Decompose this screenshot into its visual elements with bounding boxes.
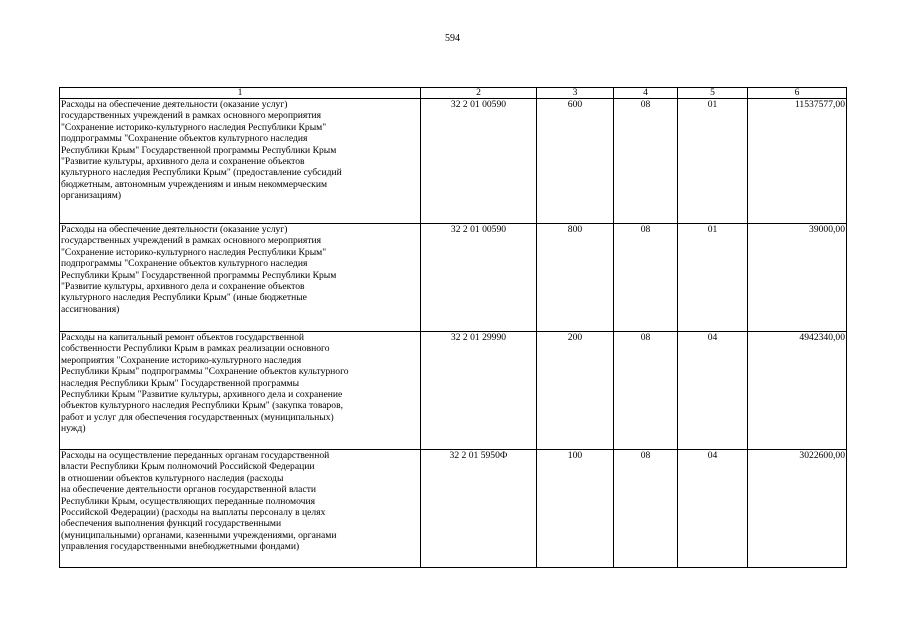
row-description: Расходы на обеспечение деятельности (оказание услуг) государственных учреждений в рамках основного мероприятия "Сохранение историко-культурного наследия Республики Крым" подпрограммы "Сохранение объектов культурного наследия Республики Крым" Государственной программы Республики Крым "Развитие культуры, архивного дела и сохранение объектов культурного наследия Республики Крым" (иные бюджетные ассигнования) [60,224,421,332]
row-subsection: 01 [678,224,748,332]
row-expense-type: 200 [537,332,614,450]
table-header-row [60,88,847,99]
page-number: 594 [445,33,460,44]
row-expense-type: 800 [537,224,614,332]
row-description: Расходы на обеспечение деятельности (оказание услуг) государственных учреждений в рамках основного мероприятия "Сохранение историко-культурного наследия Республики Крым" подпрограммы "Сохранение объектов культурного наследия Республики Крым" Государственной программы Республики Крым "Развитие культуры, архивного дела и сохранение объектов культурного наследия Республики Крым" (предоставление субсидий бюджетным, автономным учреждениям и иным некоммерческим организациям) [60,99,421,224]
row-expense-type: 100 [537,450,614,568]
row-amount: 3022600,00 [748,450,847,568]
budget-table [59,87,847,568]
row-description: Расходы на капитальный ремонт объектов государственной собственности Республики Крым в рамках реализации основного мероприятия "Сохранение историко-культурного наследия Республики Крым" подпрограммы "Сохранение объектов культурного наследия Республики Крым" Государственной программы Республики Крым "Развитие культуры, архивного дела и сохранение объектов культурного наследия Республики Крым" (закупка товаров, работ и услуг для обеспечения государственных (муниципальных) нужд) [60,332,421,450]
row-description: Расходы на осуществление переданных органам государственной власти Республики Крым полномочий Российской Федерации в отношении объектов культурного наследия (расходы на обеспечение деятельности органов государственной власти Республики Крым, осуществляющих переданные полномочия Российской Федерации) (расходы на выплаты персоналу в целях обеспечения выполнения функций государственными (муниципальными) органами, казенными учреждениями, органами управления государственными внебюджетными фондами) [60,450,421,568]
row-amount: 39000,00 [748,224,847,332]
row-subsection: 04 [678,332,748,450]
table-row [60,99,847,224]
row-amount: 4942340,00 [748,332,847,450]
table-row [60,450,847,568]
column-header-3: 3 [537,88,614,99]
row-subsection: 01 [678,99,748,224]
row-section: 08 [614,332,678,450]
row-target-code: 32 2 01 00590 [421,224,537,332]
column-header-1: 1 [60,88,421,99]
column-header-2: 2 [421,88,537,99]
row-section: 08 [614,99,678,224]
row-subsection: 04 [678,450,748,568]
column-header-4: 4 [614,88,678,99]
row-target-code: 32 2 01 29990 [421,332,537,450]
row-amount: 11537577,00 [748,99,847,224]
row-section: 08 [614,224,678,332]
row-expense-type: 600 [537,99,614,224]
column-header-6: 6 [748,88,847,99]
table-row [60,332,847,450]
column-header-5: 5 [678,88,748,99]
table-row [60,224,847,332]
row-target-code: 32 2 01 5950Ф [421,450,537,568]
row-section: 08 [614,450,678,568]
row-target-code: 32 2 01 00590 [421,99,537,224]
